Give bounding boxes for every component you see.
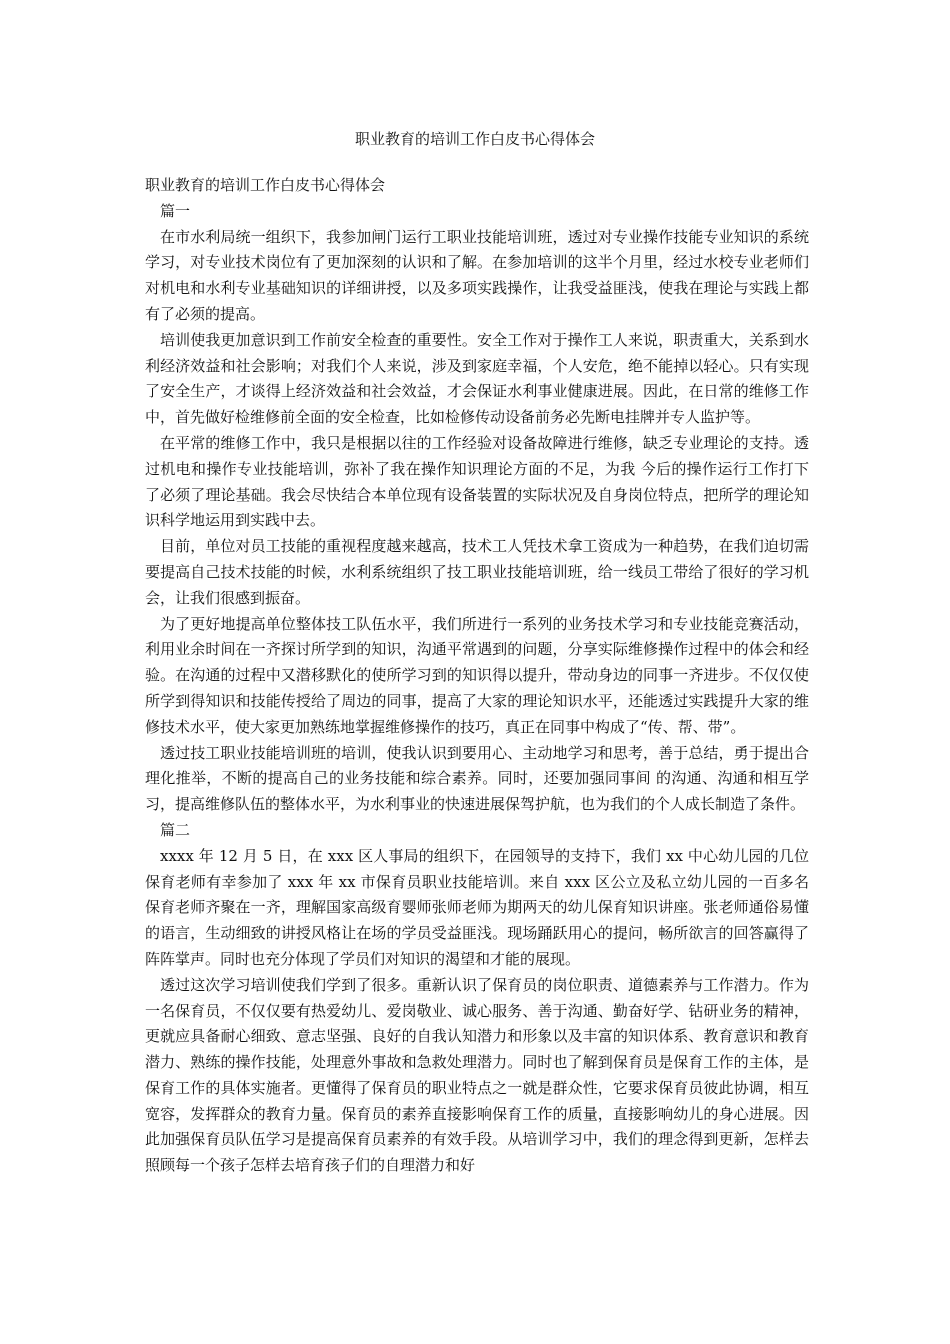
paragraph: 透过技工职业技能培训班的培训，使我认识到要用心、主动地学习和思考，善于总结，勇于提出合理化推举，不断的提高自己的业务技能和综合素养。同时，还要加强同事间 的沟通、沟通和相互学习，提高维修队伍的整体水平，为水利事业的快速进展保驾护航，也为我们的个人成长制造了条件。 bbox=[145, 743, 809, 814]
paragraph: 透过这次学习培训使我们学到了很多。重新认识了保育员的岗位职责、道德素养与工作潜力。作为一名保育员，不仅仅要有热爱幼儿、爱岗敬业、诚心服务、善于沟通、勤奋好学、钻研业务的精神，更就应具备耐心细致、意志坚强、良好的自我认知潜力和形象以及丰富的知识体系、教育意识和教育潜力、熟练的操作技能，处理意外事故和急救处理潜力。同时也了解到保育员是保育工作的主体，是保育工作的具体实施者。更懂得了保育员的职业特点之一就是群众性，它要求保育员彼此协调，相互宽容，发挥群众的教育力量。保育员的素养直接影响保育工作的质量，直接影响幼儿的身心进展。因此加强保育员队伍学习是提高保育员素养的有效手段。从培训学习中，我们的理念得到更新，怎样去照顾每一个孩子怎样去培育孩子们的自理潜力和好 bbox=[145, 975, 809, 1175]
document-subtitle: 职业教育的培训工作白皮书心得体会 bbox=[145, 176, 386, 194]
paragraph: 培训使我更加意识到工作前安全检查的重要性。安全工作对于操作工人来说，职责重大，关系到水利经济效益和社会影响；对我们个人来说，涉及到家庭幸福，个人安危，绝不能掉以轻心。只有实现了安全生产，才谈得上经济效益和社会效益，才会保证水利事业健康进展。因此，在日常的维修工作中，首先做好检维修前全面的安全检查，比如检修传动设备前务必先断电挂牌并专人监护等。 bbox=[145, 330, 809, 427]
section-label-part1: 篇一 bbox=[160, 201, 191, 220]
paragraph: 为了更好地提高单位整体技工队伍水平，我们所进行一系列的业务技术学习和专业技能竞赛活动，利用业余时间在一齐探讨所学到的知识，沟通平常遇到的问题，分享实际维修操作过程中的体会和经验。在沟通的过程中又潜移默化的使所学习到的知识得以提升，带动身边的同事一齐进步。不仅仅使所学到得知识和技能传授给了周边的同事，提高了大家的理论知识水平，还能透过实践提升大家的维修技术水平，使大家更加熟练地掌握维修操作的技巧，真正在同事中构成了“传、帮、带”。 bbox=[145, 614, 809, 736]
paragraph: 目前，单位对员工技能的重视程度越来越高，技术工人凭技术拿工资成为一种趋势，在我们迫切需要提高自己技术技能的时候，水利系统组织了技工职业技能培训班，给一线员工带给了很好的学习机会，让我们很感到振奋。 bbox=[145, 537, 809, 607]
paragraph: 在市水利局统一组织下，我参加闸门运行工职业技能培训班，透过对专业操作技能专业知识的系统学习，对专业技术岗位有了更加深刻的认识和了解。在参加培训的这半个月里，经过水校专业老师们对机电和水利专业基础知识的详细讲授，以及多项实践操作，让我受益匪浅，使我在理论与实践上都有了必须的提高。 bbox=[145, 227, 809, 323]
paragraph: 在平常的维修工作中，我只是根据以往的工作经验对设备故障进行维修，缺乏专业理论的支持。透过机电和操作专业技能培训，弥补了我在操作知识理论方面的不足，为我 今后的操作运行工作打下了必须了理论基础。我会尽快结合本单位现有设备装置的实际状况及自身岗位特点，把所学的理论知识科学地运用到实践中去。 bbox=[145, 433, 809, 530]
document-title: 职业教育的培训工作白皮书心得体会 bbox=[354, 130, 595, 148]
document-body bbox=[145, 173, 809, 1179]
paragraph: xxxx 年 12 月 5 日，在 xxx 区人事局的组织下，在园领导的支持下，我们 xx 中心幼儿园的几位保育老师有幸参加了 xxx 年 xx 市保育员职业技能培训。来自 xxx 区公立及私立幼儿园的一百多名保育老师齐聚在一齐，理解国家高级育婴师张师老师为期两天的幼儿保育知识讲座。张老师通俗易懂的语言，生动细致的讲授风格让在场的学员受益匪浅。现场踊跃用心的提问，畅所欲言的回答赢得了阵阵掌声。同时也充分体现了学员们对知识的渴望和才能的展现。 bbox=[145, 846, 809, 968]
section-label-part2: 篇二 bbox=[160, 820, 191, 839]
